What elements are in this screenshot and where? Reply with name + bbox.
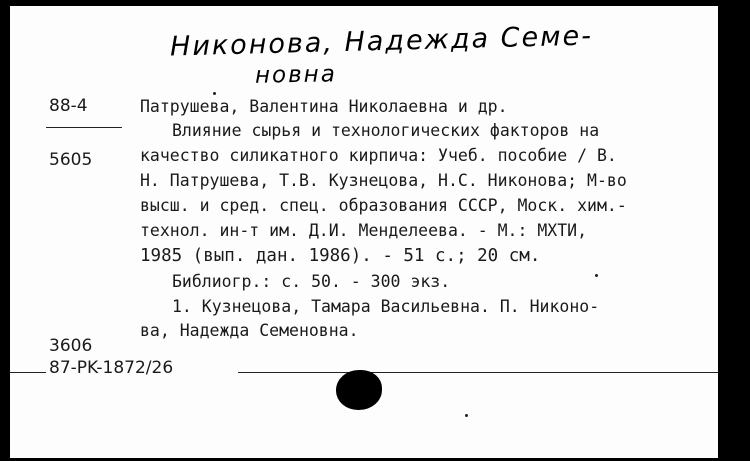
entry-title-line: Влияние сырья и технологических факторов на	[172, 121, 600, 140]
shelf-code-top: 88-4	[49, 96, 88, 116]
entry-line: высш. и сред. спец. образования СССР, Моск. хим.-	[140, 196, 627, 215]
shelf-code-middle: 5605	[49, 150, 93, 170]
entry-line: качество силикатного кирпича: Учеб. пособие / В.	[140, 146, 617, 165]
handwritten-name-line2: новна	[254, 61, 338, 89]
entry-tracing-cont: ва, Надежда Семеновна.	[140, 321, 359, 340]
bottom-rule-left	[10, 372, 46, 373]
catalog-card	[10, 6, 718, 458]
call-number: 87-PK-1872/26	[49, 358, 174, 378]
speck	[595, 274, 598, 277]
bottom-rule-right	[238, 372, 718, 373]
code-divider	[46, 127, 122, 128]
entry-imprint: 1985 (вып. дан. 1986). - 51 с.; 20 см.	[140, 246, 541, 266]
punch-hole	[336, 370, 382, 410]
speck	[465, 414, 468, 417]
handwritten-name-line1: Никонова, Надежда Семе-	[169, 20, 594, 63]
entry-line: технол. ин-т им. Д.И. Менделеева. - М.: МХТИ,	[140, 221, 588, 240]
entry-heading: Патрушева, Валентина Николаевна и др.	[140, 97, 508, 116]
shelf-code-bottom: 3606	[49, 336, 93, 356]
entry-line: Н. Патрушева, Т.В. Кузнецова, Н.С. Никонова; М-во	[140, 171, 627, 190]
entry-bibliography: Библиогр.: с. 50. - 300 экз.	[172, 272, 451, 291]
entry-tracing: 1. Кузнецова, Тамара Васильевна. П. Никоно-	[172, 297, 600, 316]
speck	[213, 92, 216, 95]
